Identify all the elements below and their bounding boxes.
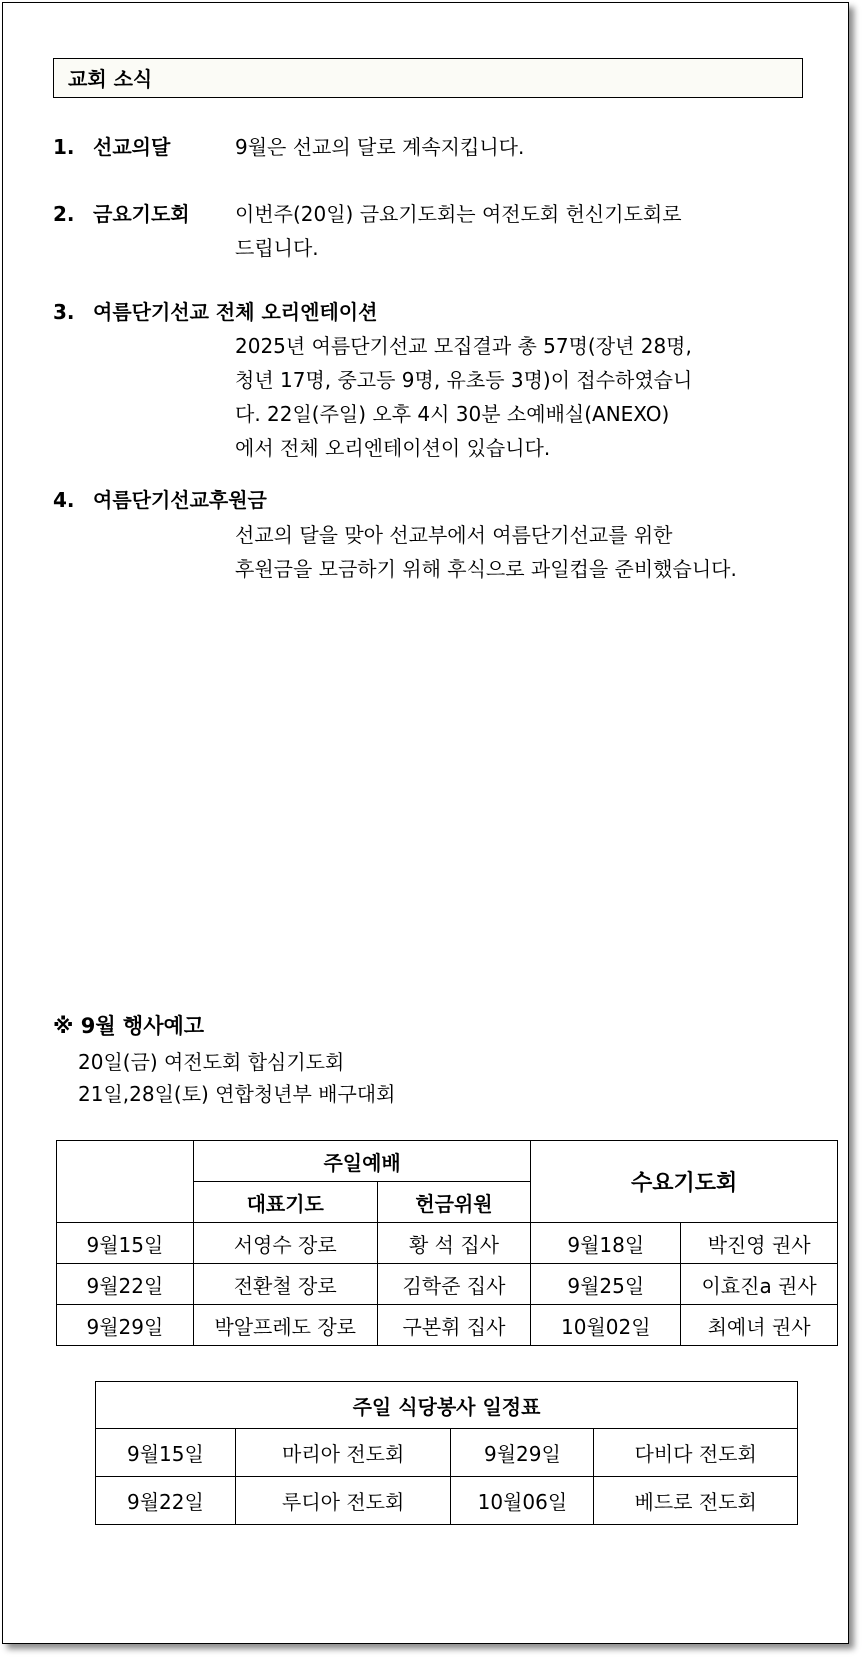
wednesday-leader: 박진영 권사 bbox=[681, 1223, 838, 1264]
wednesday-prayer-header: 수요기도회 bbox=[531, 1141, 838, 1223]
news-line: 2025년 여름단기선교 모집결과 총 57명(장년 28명, bbox=[235, 334, 692, 358]
news-title: 여름단기선교후원금 bbox=[93, 488, 267, 512]
sunday-date: 9월15일 bbox=[57, 1223, 194, 1264]
news-line: 이번주(20일) 금요기도회는 여전도회 헌신기도회로 bbox=[235, 202, 682, 226]
meal-date: 9월29일 bbox=[451, 1429, 594, 1477]
meal-table-title: 주일 식당봉사 일정표 bbox=[96, 1382, 798, 1429]
prayer-leader: 서영수 장로 bbox=[193, 1223, 377, 1264]
sunday-date: 9월22일 bbox=[57, 1264, 194, 1305]
wednesday-date: 10월02일 bbox=[531, 1305, 681, 1346]
meal-service-table bbox=[95, 1381, 798, 1525]
prayer-leader: 박알프레도 장로 bbox=[193, 1305, 377, 1346]
news-item-4 bbox=[53, 483, 267, 517]
news-item-3 bbox=[53, 295, 377, 329]
table-row bbox=[57, 1223, 838, 1264]
news-line: 다. 22일(주일) 오후 4시 30분 소예배실(ANEXO) bbox=[235, 402, 670, 426]
news-item-1 bbox=[53, 130, 170, 164]
news-number: 1. bbox=[53, 135, 75, 159]
wednesday-leader: 최예녀 권사 bbox=[681, 1305, 838, 1346]
meal-date: 9월15일 bbox=[96, 1429, 236, 1477]
table-row bbox=[57, 1264, 838, 1305]
news-body-1 bbox=[235, 130, 524, 164]
news-number: 4. bbox=[53, 488, 75, 512]
worship-schedule-table bbox=[56, 1140, 838, 1346]
prayer-leader: 전환철 장로 bbox=[193, 1264, 377, 1305]
news-title: 여름단기선교 전체 오리엔테이션 bbox=[93, 300, 378, 324]
news-body-3 bbox=[235, 329, 692, 465]
news-line: 에서 전체 오리엔테이션이 있습니다. bbox=[235, 436, 551, 460]
meal-group: 베드로 전도회 bbox=[594, 1477, 798, 1525]
sunday-worship-header: 주일예배 bbox=[193, 1141, 531, 1182]
meal-group: 루디아 전도회 bbox=[235, 1477, 451, 1525]
news-body-4 bbox=[235, 518, 737, 586]
meal-group: 다비다 전도회 bbox=[594, 1429, 798, 1477]
table-row bbox=[57, 1305, 838, 1346]
prayer-column-header: 대표기도 bbox=[193, 1182, 377, 1223]
wednesday-date: 9월25일 bbox=[531, 1264, 681, 1305]
news-title: 금요기도회 bbox=[93, 202, 190, 226]
section-title: 교회 소식 bbox=[53, 58, 803, 98]
offering-member: 황 석 집사 bbox=[377, 1223, 531, 1264]
offering-column-header: 헌금위원 bbox=[377, 1182, 531, 1223]
news-number: 3. bbox=[53, 300, 75, 324]
wednesday-leader: 이효진a 권사 bbox=[681, 1264, 838, 1305]
event-line: 20일(금) 여전도회 합심기도회 bbox=[78, 1050, 345, 1074]
meal-date: 9월22일 bbox=[96, 1477, 236, 1525]
offering-member: 김학준 집사 bbox=[377, 1264, 531, 1305]
news-line: 청년 17명, 중고등 9명, 유초등 3명)이 접수하였습니 bbox=[235, 368, 693, 392]
table-row bbox=[96, 1477, 798, 1525]
events-title: ※ 9월 행사예고 bbox=[53, 1014, 205, 1038]
wednesday-date: 9월18일 bbox=[531, 1223, 681, 1264]
table-row bbox=[96, 1429, 798, 1477]
news-line: 후원금을 모금하기 위해 후식으로 과일컵을 준비했습니다. bbox=[235, 557, 737, 581]
event-line: 21일,28일(토) 연합청년부 배구대회 bbox=[78, 1082, 396, 1106]
news-item-2 bbox=[53, 197, 190, 231]
news-title: 선교의달 bbox=[93, 135, 171, 159]
meal-group: 마리아 전도회 bbox=[235, 1429, 451, 1477]
news-line: 선교의 달을 맞아 선교부에서 여름단기선교를 위한 bbox=[235, 523, 673, 547]
news-number: 2. bbox=[53, 202, 75, 226]
news-body-2 bbox=[235, 197, 682, 265]
news-line: 드립니다. bbox=[235, 236, 319, 260]
sunday-date: 9월29일 bbox=[57, 1305, 194, 1346]
news-line: 9월은 선교의 달로 계속지킵니다. bbox=[235, 135, 525, 159]
offering-member: 구본휘 집사 bbox=[377, 1305, 531, 1346]
meal-date: 10월06일 bbox=[451, 1477, 594, 1525]
empty-header-cell bbox=[57, 1141, 194, 1223]
